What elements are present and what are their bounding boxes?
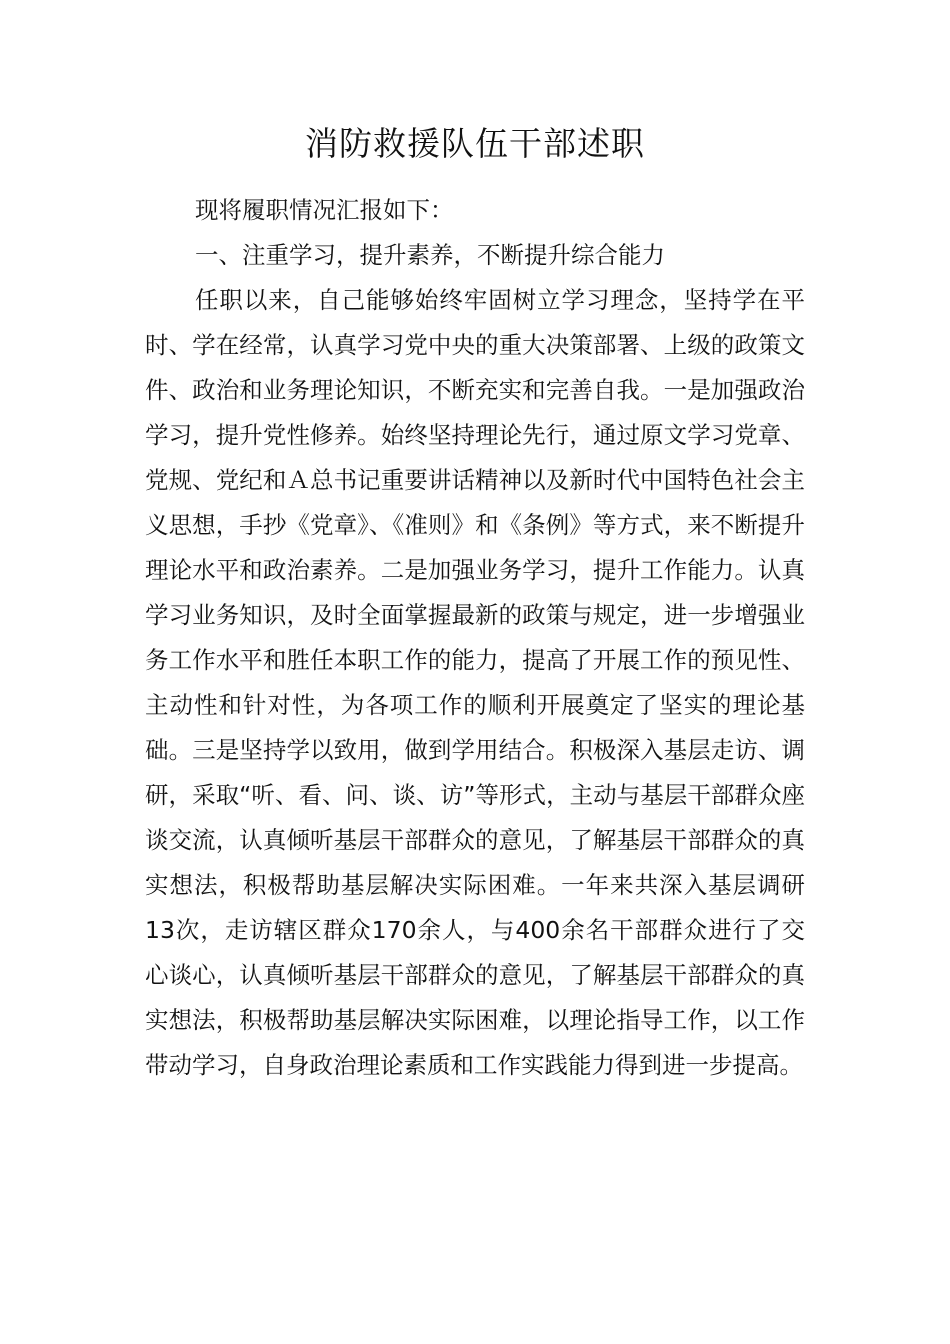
body-paragraph: 任职以来，自己能够始终牢固树立学习理念，坚持学在平时、学在经常，认真学习党中央的重大决策部署、上级的政策文件、政治和业务理论知识，不断充实和完善自我。一是加强政治学习，提升党性修养。始终坚持理论先行，通过原文学习党章、党规、党纪和Ａ总书记重要讲话精神以及新时代中国特色社会主义思想，手抄《党章》、《准则》和《条例》等方式，来不断提升理论水平和政治素养。二是加强业务学习，提升工作能力。认真学习业务知识，及时全面掌握最新的政策与规定，进一步增强业务工作水平和胜任本职工作的能力，提高了开展工作的预见性、主动性和针对性，为各项工作的顺利开展奠定了坚实的理论基础。三是坚持学以致用，做到学用结合。积极深入基层走访、调研，采取“听、看、问、谈、访”等形式，主动与基层干部群众座谈交流，认真倾听基层干部群众的意见，了解基层干部群众的真实想法，积极帮助基层解决实际困难。一年来共深入基层调研13次，走访辖区群众170余人，与400余名干部群众进行了交心谈心，认真倾听基层干部群众的意见，了解基层干部群众的真实想法，积极帮助基层解决实际困难，以理论指导工作，以工作带动学习，自身政治理论素质和工作实践能力得到进一步提高。 xyxy=(145,286,805,1079)
document-title: 消防救援队伍干部述职 xyxy=(305,124,645,163)
section-heading: 一、注重学习，提升素养，不断提升综合能力 xyxy=(195,241,665,269)
intro-paragraph: 现将履职情况汇报如下： xyxy=(195,196,454,224)
